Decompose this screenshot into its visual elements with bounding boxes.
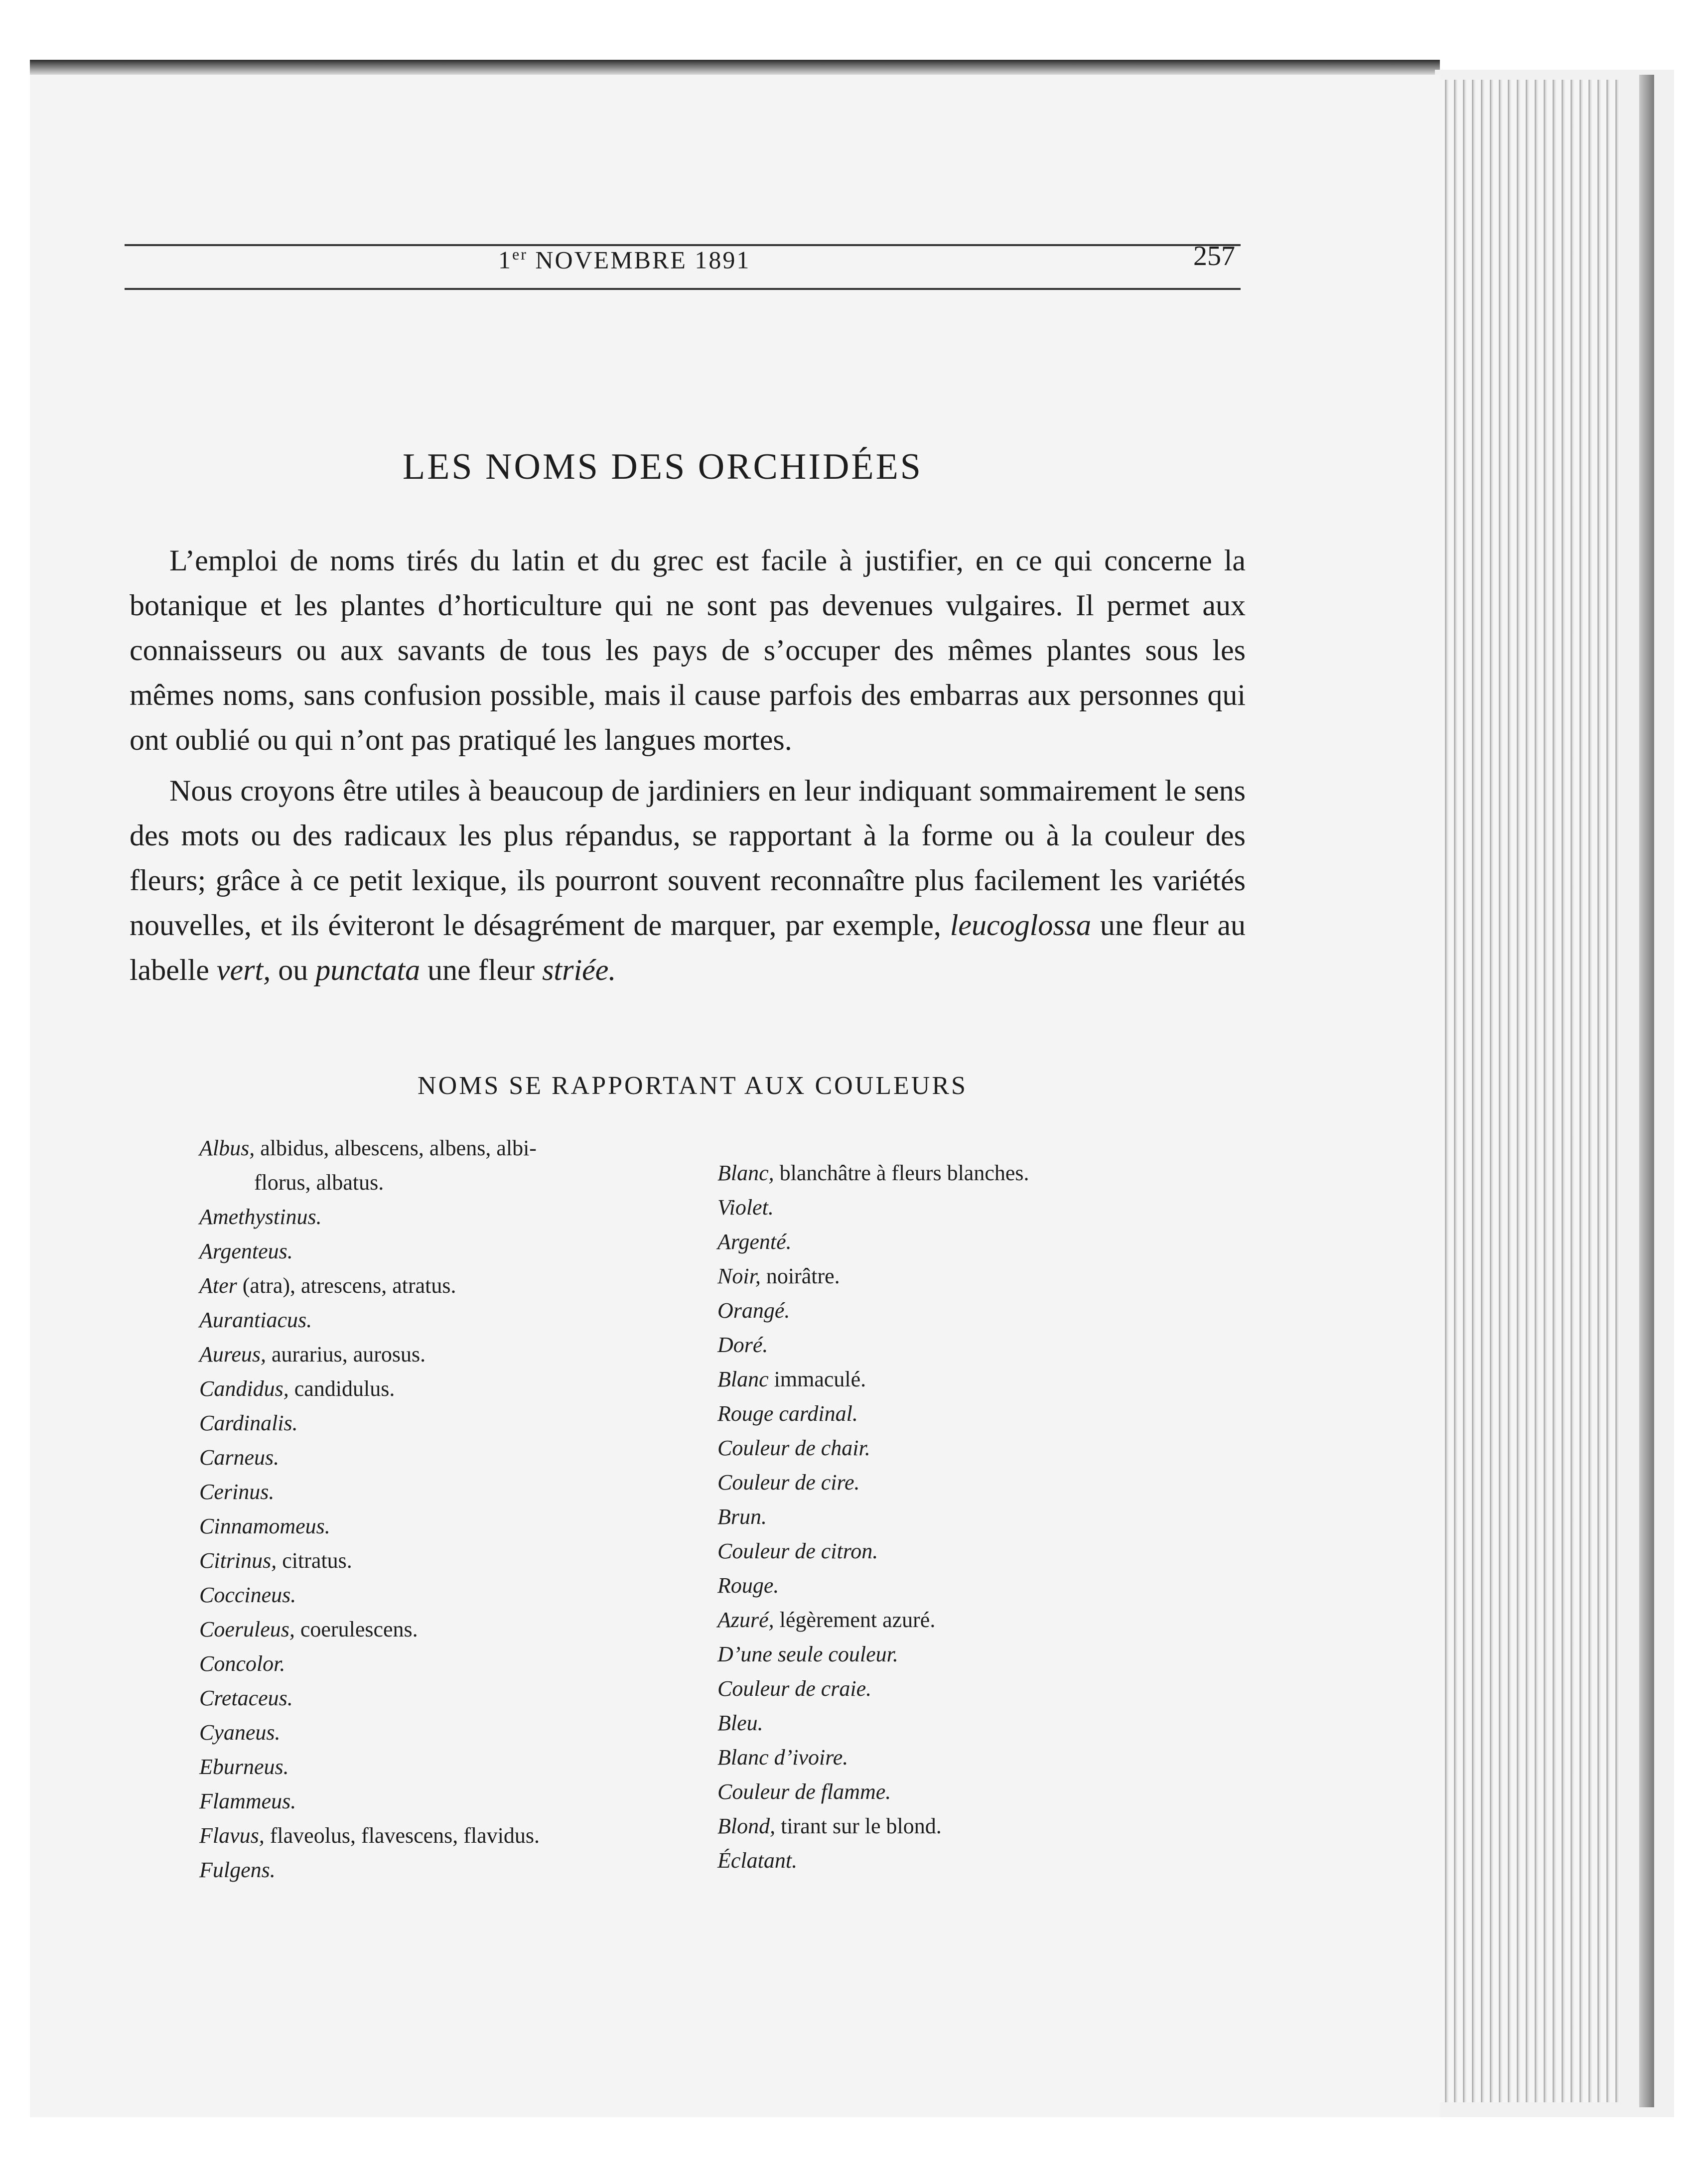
term-name: Coccineus. <box>199 1583 296 1607</box>
term-continuation: florus, albatus. <box>254 1170 384 1195</box>
term-name: Noir, <box>717 1264 761 1288</box>
p2-part2: une fleur au labelle <box>130 909 1246 986</box>
french-term-row <box>717 1190 1216 1225</box>
term-name: Orangé. <box>717 1298 790 1323</box>
term-name: Flavus, <box>199 1823 265 1848</box>
term-name: Concolor. <box>199 1651 285 1676</box>
french-term-row <box>717 1740 1216 1774</box>
term-name: Citrinus, <box>199 1548 277 1573</box>
term-name: Couleur de cire. <box>717 1470 860 1495</box>
term-name: Doré. <box>717 1333 768 1357</box>
page-number: 257 <box>1193 241 1235 272</box>
french-term-row <box>717 1671 1216 1706</box>
french-term-row <box>717 1396 1216 1431</box>
term-variants: albidus, albescens, albens, albi- <box>255 1136 537 1160</box>
french-term-row <box>717 1225 1216 1259</box>
latin-term-row <box>199 1750 698 1784</box>
term-name: Cinnamomeus. <box>199 1514 330 1538</box>
latin-term-row <box>199 1818 698 1853</box>
term-variants: blanchâtre à fleurs blanches. <box>774 1161 1029 1185</box>
term-variants: candidulus. <box>288 1376 395 1401</box>
term-name: Couleur de craie. <box>717 1676 872 1701</box>
p2-italic-leucoglossa: leucoglossa <box>950 909 1092 942</box>
french-term-row <box>717 1706 1216 1740</box>
term-name: Blanc <box>717 1367 769 1391</box>
term-name: Rouge cardinal. <box>717 1401 858 1426</box>
term-variants: immaculé. <box>768 1367 866 1391</box>
term-name: Blond, <box>717 1814 776 1838</box>
latin-term-row <box>199 1234 698 1268</box>
french-term-row <box>717 1843 1216 1878</box>
french-term-row <box>717 1259 1216 1293</box>
term-name: Rouge. <box>717 1573 779 1598</box>
book-page-edges <box>1440 80 1619 2102</box>
term-name: Couleur de chair. <box>717 1436 870 1460</box>
latin-terms-column <box>199 1131 698 1887</box>
term-name: Amethystinus. <box>199 1205 322 1229</box>
term-name: Violet. <box>717 1195 774 1220</box>
term-variants: coerulescens. <box>294 1617 418 1641</box>
term-name: Bleu. <box>717 1711 763 1735</box>
section-subheading: NOMS SE RAPPORTANT AUX COULEURS <box>418 1072 968 1100</box>
p2-italic-punctata: punctata <box>315 954 421 986</box>
latin-term-row <box>199 1578 698 1612</box>
term-name: Aureus, <box>199 1342 267 1366</box>
latin-term-row <box>199 1406 698 1440</box>
p2-italic-vert: vert, <box>216 954 271 986</box>
p2-italic-striee: striée. <box>542 954 616 986</box>
term-variants: citratus. <box>277 1548 352 1573</box>
date-prefix: 1 <box>498 246 512 274</box>
term-name: Cretaceus. <box>199 1686 293 1710</box>
french-term-row <box>717 1293 1216 1328</box>
latin-term-row <box>199 1337 698 1371</box>
date-superscript: er <box>512 245 528 263</box>
term-name: Cyaneus. <box>199 1720 281 1745</box>
french-term-row <box>717 1328 1216 1362</box>
french-term-row <box>717 1500 1216 1534</box>
french-term-row <box>717 1431 1216 1465</box>
term-name: Flammeus. <box>199 1789 296 1813</box>
french-term-row <box>717 1774 1216 1809</box>
term-variants: (atra), atrescens, atratus. <box>237 1273 456 1298</box>
term-variants: tirant sur le blond. <box>775 1814 942 1838</box>
latin-term-row <box>199 1681 698 1715</box>
latin-term-row <box>199 1853 698 1887</box>
french-term-row <box>717 1603 1216 1637</box>
term-name: Blanc d’ivoire. <box>717 1745 848 1770</box>
term-name: Couleur de flamme. <box>717 1779 891 1804</box>
french-term-row <box>717 1809 1216 1843</box>
term-name: Carneus. <box>199 1445 280 1470</box>
french-term-row <box>717 1156 1216 1190</box>
latin-term-row <box>199 1715 698 1750</box>
latin-term-row <box>199 1543 698 1578</box>
french-term-row <box>717 1362 1216 1396</box>
term-name: Fulgens. <box>199 1858 276 1882</box>
latin-term-row <box>199 1200 698 1234</box>
paragraph-2 <box>130 768 1246 992</box>
latin-term-row <box>199 1268 698 1303</box>
term-name: Azuré, <box>717 1608 774 1632</box>
term-name: Argenté. <box>717 1229 792 1254</box>
header-rule-bottom <box>125 288 1241 290</box>
french-term-row <box>717 1568 1216 1603</box>
p2-part4: une fleur <box>427 954 535 986</box>
p2-part1: Nous croyons être utiles à beaucoup de jardiniers en leur indiquant sommairement le sens des mots ou des radicaux les plus répandus, se rapportant à la forme ou à la couleur des fleurs; grâce à ce petit lexique, ils pourront souvent reconnaître plus facilement les variétés nouvelles, et ils éviteront le désagrément de marquer, par exemple, <box>130 774 1246 942</box>
french-term-row <box>717 1534 1216 1568</box>
paragraph-1: L’emploi de noms tirés du latin et du grec est facile à justifier, en ce qui concerne la botanique et les plantes d’horticulture qui ne sont pas devenues vulgaires. Il permet aux connaisseurs ou aux savants de tous les pays de s’occuper des mêmes plantes sous les mêmes noms, sans confusion possible, mais il cause parfois des embarras aux personnes qui ont oublié ou qui n’ont pas pratiqué les langues mortes. <box>130 544 1246 756</box>
term-name: Albus, <box>199 1136 255 1160</box>
term-name: Couleur de citron. <box>717 1539 878 1563</box>
french-term-row <box>717 1465 1216 1500</box>
term-name: Coeruleus, <box>199 1617 295 1641</box>
term-name: Éclatant. <box>717 1848 798 1873</box>
latin-term-row <box>199 1475 698 1509</box>
latin-term-row <box>199 1440 698 1475</box>
book-spine-shadow <box>1639 75 1654 2107</box>
latin-term-row <box>199 1509 698 1543</box>
term-name: Aurantiacus. <box>199 1308 312 1332</box>
date-text: NOVEMBRE 1891 <box>535 246 751 274</box>
term-name: Candidus, <box>199 1376 289 1401</box>
term-variants: flaveolus, flavescens, flavidus. <box>264 1823 540 1848</box>
term-variants: aurarius, aurosus. <box>266 1342 426 1366</box>
term-variants: noirâtre. <box>760 1264 840 1288</box>
latin-term-row <box>199 1646 698 1681</box>
running-header-date <box>498 245 750 274</box>
term-name: Eburneus. <box>199 1755 289 1779</box>
term-name: Blanc, <box>717 1161 774 1185</box>
article-body <box>130 538 1246 998</box>
term-name: Ater <box>199 1273 237 1298</box>
term-name: D’une seule couleur. <box>717 1642 898 1666</box>
latin-term-row <box>199 1131 698 1200</box>
french-terms-column <box>717 1156 1216 1878</box>
article-title: LES NOMS DES ORCHIDÉES <box>403 446 923 487</box>
latin-term-row <box>199 1303 698 1337</box>
term-name: Argenteus. <box>199 1239 293 1263</box>
p2-part3: ou <box>278 954 308 986</box>
term-name: Cerinus. <box>199 1480 275 1504</box>
french-term-row <box>717 1637 1216 1671</box>
term-name: Brun. <box>717 1504 767 1529</box>
latin-term-row <box>199 1371 698 1406</box>
latin-term-row <box>199 1612 698 1646</box>
scan-top-edge <box>30 60 1440 75</box>
term-name: Cardinalis. <box>199 1411 298 1435</box>
latin-term-row <box>199 1784 698 1818</box>
term-variants: légèrement azuré. <box>774 1608 936 1632</box>
